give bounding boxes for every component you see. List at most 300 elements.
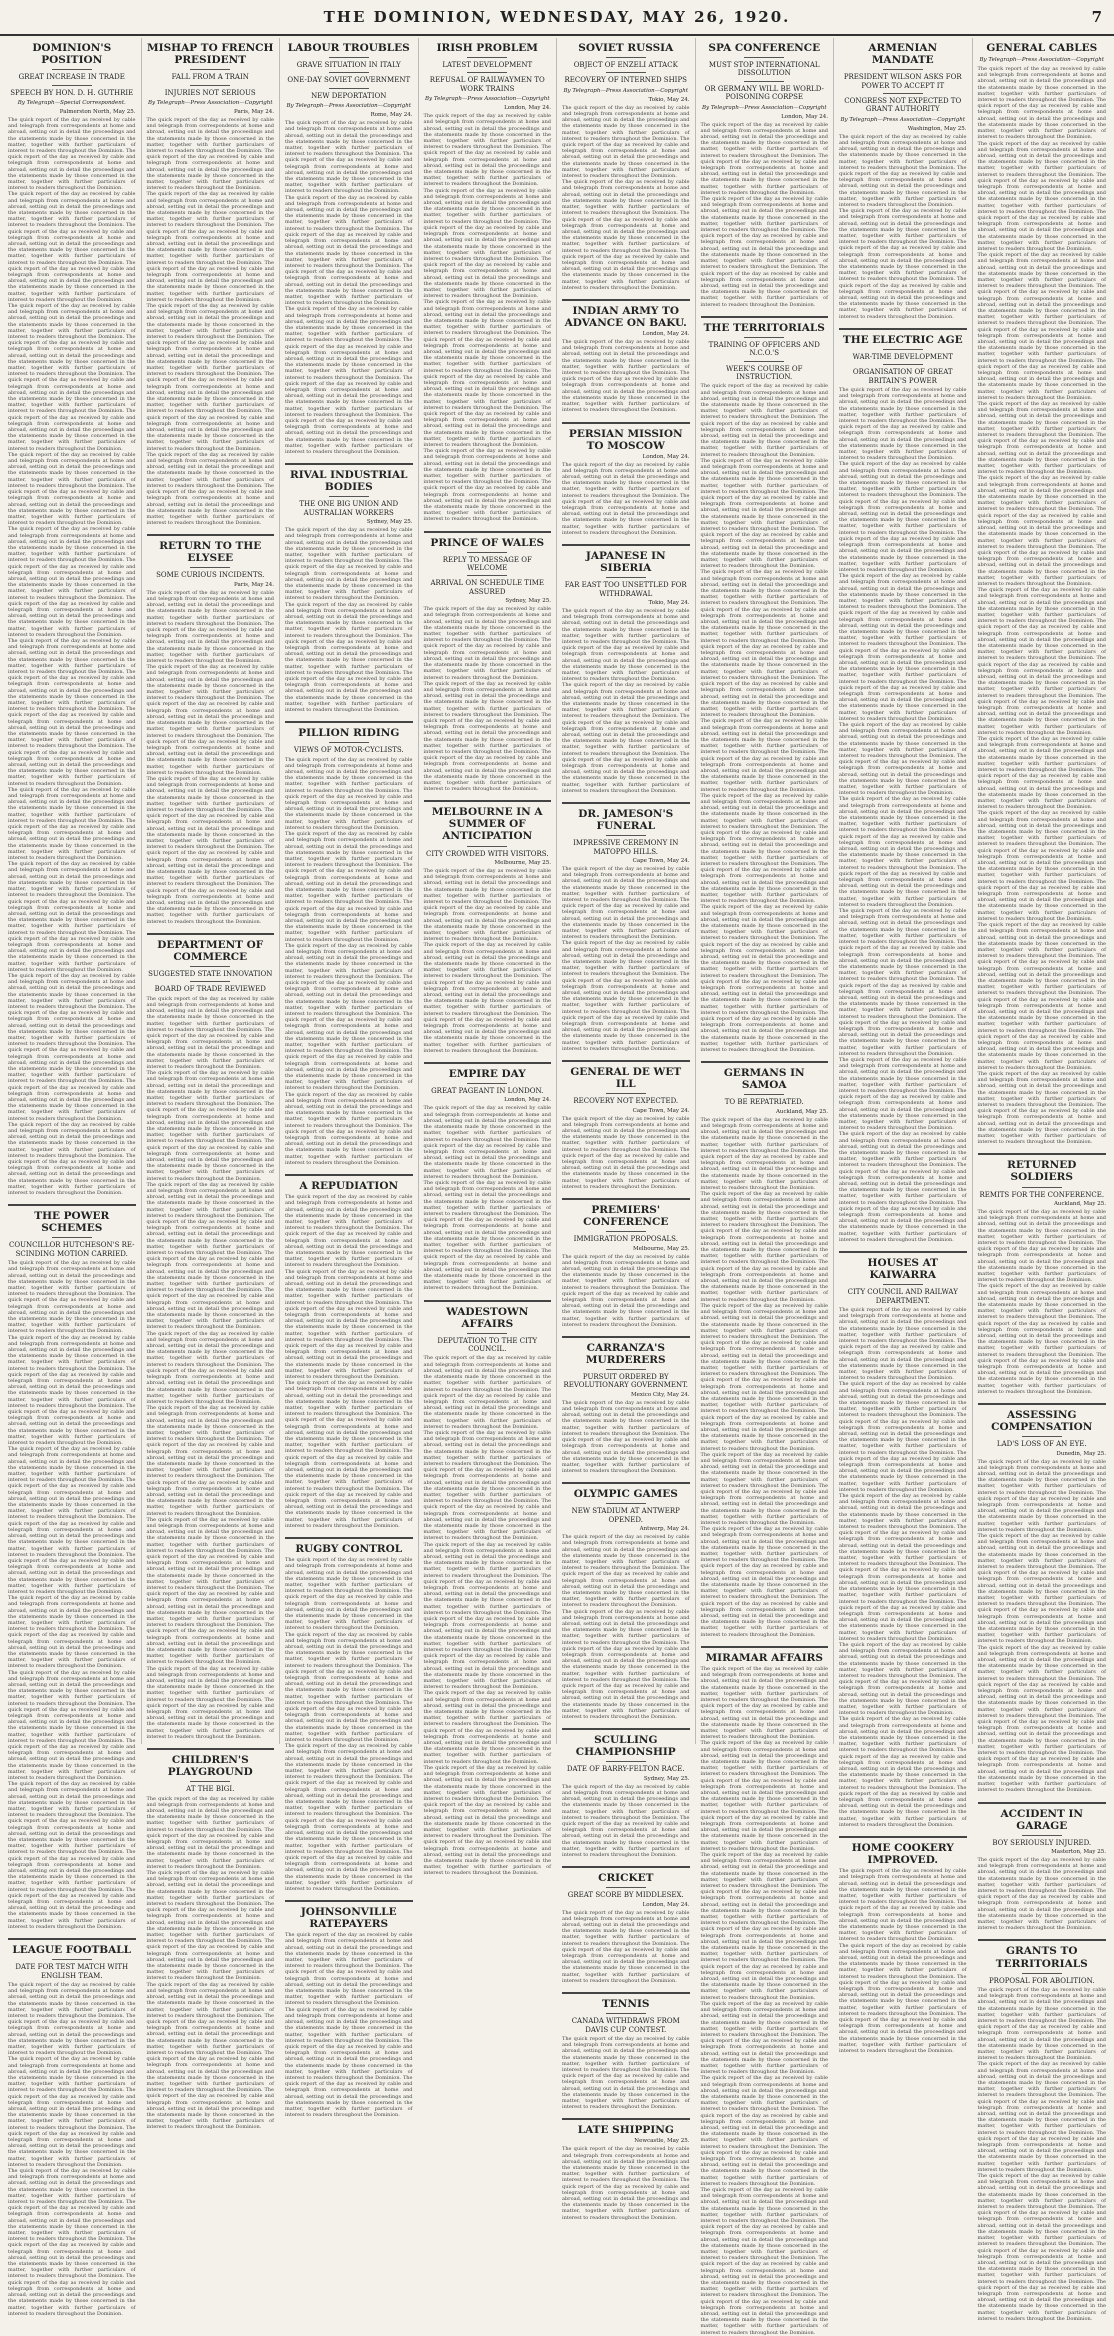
article-body: The quick report of the day as received by cable and telegraph from correspondents at home and abroad, setting out in detail the proceedings and the statements made by those concerned in the matter, together with further particulars of interest to readers throughout the Dominion. The quick report of the day as received by cable and telegraph from correspondents at home and abroad, setting out in detail the proceedings and the statements made by those concerned in the matter, together with further particulars of interest to readers throughout the Dominion.: [977, 66, 1106, 141]
article-credit: By Telegraph—Press Association—Copyright: [701, 104, 827, 111]
article-body: The quick report of the day as received by cable and telegraph from correspondents at home and abroad, setting out in detail the proceedings and the statements made by those concerned in the matter, together with further particulars of interest to readers throughout the Dominion. The quick report of the day as received by cable and telegraph from correspondents at home and abroad, setting out in detail the proceedings and the statements made by those concerned in the matter, together with further particulars of interest to readers throughout the Dominion.: [700, 1116, 828, 1192]
headline-rule: [329, 72, 369, 73]
article: [562, 802, 690, 1052]
article: [562, 299, 690, 414]
article-body: The quick report of the day as received by cable and telegraph from correspondents at home and abroad, setting out in detail the proceedings and the statements made by those concerned in the matter, together with further particulars of interest to readers throughout the Dominion. The quick report of the day as received by cable and telegraph from correspondents at home and abroad, setting out in detail the proceedings and the statements made by those concerned in the matter, together with further particulars of interest to readers throughout the Dominion.: [8, 1981, 136, 2057]
article-body: The quick report of the day as received by cable and telegraph from correspondents at home and abroad, setting out in detail the proceedings and the statements made by those concerned in the matter, together with further particulars of interest to readers throughout the Dominion. The quick report of the day as received by cable and telegraph from correspondents at home and abroad, setting out in detail the proceedings and the statements made by those concerned in the matter, together with further particulars of interest to readers throughout the Dominion. The quick report of the day as received by cable and telegraph from correspondents at home and abroad, setting out in detail the proceedings and the statements made by those concerned in the matter, together with further particulars of interest to readers throughout the Dominion.: [839, 208, 967, 320]
article-dateline: London, May 24.: [504, 105, 551, 112]
article-dateline: Sydney, May 25.: [643, 1775, 690, 1782]
article: [701, 1646, 829, 2336]
article-divider: [147, 933, 275, 935]
article-headline: RETURN TO THE ELYSEE: [159, 540, 262, 565]
article-divider: [562, 1482, 690, 1484]
article-body: The quick report of the day as received by cable and telegraph from correspondents at home and abroad, setting out in detail the proceedings and the statements made by those concerned in the matter, together with further particulars of interest to readers throughout the Dominion. The quick report of the day as received by cable and telegraph from correspondents at home and abroad, setting out in detail the proceedings and the statements made by those concerned in the matter, together with further particulars of interest to readers throughout the Dominion.: [562, 1253, 690, 1328]
article-body: The quick report of the day as received by cable and telegraph from correspondents at home and abroad, setting out in detail the proceedings and the statements made by those concerned in the matter, together with further particulars of interest to readers throughout the Dominion. The quick report of the day as received by cable and telegraph from correspondents at home and abroad, setting out in detail the proceedings and the statements made by those concerned in the matter, together with further particulars of interest to readers throughout the Dominion.: [146, 116, 274, 192]
article-divider: [701, 316, 829, 318]
article-body: The quick report of the day as received by cable and telegraph from correspondents at home and abroad, setting out in detail the proceedings and the statements made by those concerned in the matter, together with further particulars of interest to readers throughout the Dominion. The quick report of the day as received by cable and telegraph from correspondents at home and abroad, setting out in detail the proceedings and the statements made by those concerned in the matter, together with further particulars of interest to readers throughout the Dominion.: [423, 113, 551, 188]
article-body: The quick report of the day as received by cable and telegraph from correspondents at home and abroad, setting out in detail the proceedings and the statements made by those concerned in the matter, together with further particulars of interest to readers throughout the Dominion. The quick report of the day as received by cable and telegraph from correspondents at home and abroad, setting out in detail the proceedings and the statements made by those concerned in the matter, together with further particulars of interest to readers throughout the Dominion. The quick report of the day as received by cable and telegraph from correspondents at home and abroad, setting out in detail the proceedings and the statements made by those concerned in the matter, together with further particulars of interest to readers throughout the Dominion.: [700, 1740, 828, 1852]
article-body: The quick report of the day as received by cable and telegraph from correspondents at home and abroad, setting out in detail the proceedings and the statements made by those concerned in the matter, together with further particulars of interest to readers throughout the Dominion. The quick report of the day as received by cable and telegraph from correspondents at home and abroad, setting out in detail the proceedings and the statements made by those concerned in the matter, together with further particulars of interest to readers throughout the Dominion.: [839, 1306, 967, 1382]
article: [285, 1900, 413, 2118]
article-subheadline: INJURIES NOT SERIOUS: [164, 88, 256, 97]
article: [839, 42, 967, 320]
article-subheadline: REPLY TO MESSAGE OF WELCOME: [442, 555, 532, 573]
article-subheadline: NEW STADIUM AT ANTWERP OPENED.: [571, 1507, 680, 1524]
article-divider: [701, 1646, 829, 1648]
article-body: The quick report of the day as received by cable and telegraph from correspondents at home and abroad, setting out in detail the proceedings and the statements made by those concerned in the matter, together with further particulars of interest to readers throughout the Dominion. The quick report of the day as received by cable and telegraph from correspondents at home and abroad, setting out in detail the proceedings and the statements made by those concerned in the matter, together with further particulars of interest to readers throughout the Dominion. The quick report of the day as received by cable and telegraph from correspondents at home and abroad, setting out in detail the proceedings and the statements made by those concerned in the matter, together with further particulars of interest to readers throughout the Dominion.: [977, 475, 1106, 587]
article-divider: [285, 721, 413, 723]
article-headline: CARRANZA'S MURDERERS: [585, 1341, 666, 1367]
article-body: The quick report of the day as received by cable and telegraph from correspondents at home and abroad, setting out in detail the proceedings and the statements made by those concerned in the matter, together with further particulars of interest to readers throughout the Dominion. The quick report of the day as received by cable and telegraph from correspondents at home and abroad, setting out in detail the proceedings and the statements made by those concerned in the matter, together with further particulars of interest to readers throughout the Dominion. The quick report of the day as received by cable and telegraph from correspondents at home and abroad, setting out in detail the proceedings and the statements made by those concerned in the matter, together with further particulars of interest to readers throughout the Dominion. The quick report of the day as received by cable and telegraph from correspondents at home and abroad, setting out in detail the proceedings and the statements made by those concerned in the matter, together with further particulars of interest to readers throughout the Dominion.: [977, 2173, 1106, 2322]
article-subheadline: SUGGESTED STATE INNOVATION: [148, 969, 273, 978]
article-divider: [285, 463, 413, 465]
article-body: The quick report of the day as received by cable and telegraph from correspondents at home and abroad, setting out in detail the proceedings and the statements made by those concerned in the matter, together with further particulars of interest to readers throughout the Dominion. The quick report of the day as received by cable and telegraph from correspondents at home and abroad, setting out in detail the proceedings and the statements made by those concerned in the matter, together with further particulars of interest to readers throughout the Dominion. The quick report of the day as received by cable and telegraph from correspondents at home and abroad, setting out in detail the proceedings and the statements made by those concerned in the matter, together with further particulars of interest to readers throughout the Dominion. The quick report of the day as received by cable and telegraph from correspondents at home and abroad, setting out in detail the proceedings and the statements made by those concerned in the matter, together with further particulars of interest to readers throughout the Dominion.: [285, 306, 413, 455]
article-divider: [424, 1062, 552, 1064]
article-body: The quick report of the day as received by cable and telegraph from correspondents at home and abroad, setting out in detail the proceedings and the statements made by those concerned in the matter, together with further particulars of interest to readers throughout the Dominion. The quick report of the day as received by cable and telegraph from correspondents at home and abroad, setting out in detail the proceedings and the statements made by those concerned in the matter, together with further particulars of interest to readers throughout the Dominion.: [146, 1330, 274, 1405]
article-body: The quick report of the day as received by cable and telegraph from correspondents at home and abroad, setting out in detail the proceedings and the statements made by those concerned in the matter, together with further particulars of interest to readers throughout the Dominion. The quick report of the day as received by cable and telegraph from correspondents at home and abroad, setting out in detail the proceedings and the statements made by those concerned in the matter, together with further particulars of interest to readers throughout the Dominion.: [8, 451, 136, 527]
article-divider: [562, 802, 690, 804]
article: [978, 1403, 1107, 1793]
article: [562, 1866, 690, 1984]
article-body: The quick report of the day as received by cable and telegraph from correspondents at home and abroad, setting out in detail the proceedings and the statements made by those concerned in the matter, together with further particulars of interest to readers throughout the Dominion. The quick report of the day as received by cable and telegraph from correspondents at home and abroad, setting out in detail the proceedings and the statements made by those concerned in the matter, together with further particulars of interest to readers throughout the Dominion.: [700, 718, 828, 793]
article-subheadline: IMPRESSIVE CEREMONY IN MATOPPO HILLS.: [573, 839, 679, 856]
article-divider: [562, 544, 690, 546]
article-body: The quick report of the day as received by cable and telegraph from correspondents at home and abroad, setting out in detail the proceedings and the statements made by those concerned in the matter, together with further particulars of interest to readers throughout the Dominion. The quick report of the day as received by cable and telegraph from correspondents at home and abroad, setting out in detail the proceedings and the statements made by those concerned in the matter, together with further particulars of interest to readers throughout the Dominion. The quick report of the day as received by cable and telegraph from correspondents at home and abroad, setting out in detail the proceedings and the statements made by those concerned in the matter, together with further particulars of interest to readers throughout the Dominion.: [977, 810, 1106, 922]
article: [8, 1204, 136, 1930]
article-subheadline: IMMIGRATION PROPOSALS.: [573, 1235, 678, 1244]
headline-rule: [52, 1237, 92, 1238]
article-body: The quick report of the day as received by cable and telegraph from correspondents at home and abroad, setting out in detail the proceedings and the statements made by those concerned in the matter, together with further particulars of interest to readers throughout the Dominion. The quick report of the day as received by cable and telegraph from correspondents at home and abroad, setting out in detail the proceedings and the statements made by those concerned in the matter, together with further particulars of interest to readers throughout the Dominion. The quick report of the day as received by cable and telegraph from correspondents at home and abroad, setting out in detail the proceedings and the statements made by those concerned in the matter, together with further particulars of interest to readers throughout the Dominion. The quick report of the day as received by cable and telegraph from correspondents at home and abroad, setting out in detail the proceedings and the statements made by those concerned in the matter, together with further particulars of interest to readers throughout the Dominion.: [285, 1743, 413, 1892]
headline-rule: [190, 966, 230, 967]
article-body: The quick report of the day as received by cable and telegraph from correspondents at home and abroad, setting out in detail the proceedings and the statements made by those concerned in the matter, together with further particulars of interest to readers throughout the Dominion. The quick report of the day as received by cable and telegraph from correspondents at home and abroad, setting out in detail the proceedings and the statements made by those concerned in the matter, together with further particulars of interest to readers throughout the Dominion.: [562, 1534, 690, 1609]
article-body: The quick report of the day as received by cable and telegraph from correspondents at home and abroad, setting out in detail the proceedings and the statements made by those concerned in the matter, together with further particulars of interest to readers throughout the Dominion. The quick report of the day as received by cable and telegraph from correspondents at home and abroad, setting out in detail the proceedings and the statements made by those concerned in the matter, together with further particulars of interest to readers throughout the Dominion. The quick report of the day as received by cable and telegraph from correspondents at home and abroad, setting out in detail the proceedings and the statements made by those concerned in the matter, together with further particulars of interest to readers throughout the Dominion.: [700, 1526, 828, 1638]
article-body: The quick report of the day as received by cable and telegraph from correspondents at home and abroad, setting out in detail the proceedings and the statements made by those concerned in the matter, together with further particulars of interest to readers throughout the Dominion. The quick report of the day as received by cable and telegraph from correspondents at home and abroad, setting out in detail the proceedings and the statements made by those concerned in the matter, together with further particulars of interest to readers throughout the Dominion. The quick report of the day as received by cable and telegraph from correspondents at home and abroad, setting out in detail the proceedings and the statements made by those concerned in the matter, together with further particulars of interest to readers throughout the Dominion. The quick report of the day as received by cable and telegraph from correspondents at home and abroad, setting out in detail the proceedings and the statements made by those concerned in the matter, together with further particulars of interest to readers throughout the Dominion.: [146, 1981, 274, 2131]
column-7: [834, 38, 973, 2055]
article-dateline: Tokio, May 24.: [648, 599, 690, 606]
article: [978, 1939, 1107, 2321]
article-body: The quick report of the day as received by cable and telegraph from correspondents at home and abroad, setting out in detail the proceedings and the statements made by those concerned in the matter, together with further particulars of interest to readers throughout the Dominion. The quick report of the day as received by cable and telegraph from correspondents at home and abroad, setting out in detail the proceedings and the statements made by those concerned in the matter, together with further particulars of interest to readers throughout the Dominion. The quick report of the day as received by cable and telegraph from correspondents at home and abroad, setting out in detail the proceedings and the statements made by those concerned in the matter, together with further particulars of interest to readers throughout the Dominion. The quick report of the day as received by cable and telegraph from correspondents at home and abroad, setting out in detail the proceedings and the statements made by those concerned in the matter, together with further particulars of interest to readers throughout the Dominion.: [977, 1644, 1106, 1794]
article-subheadline: FALL FROM A TRAIN: [171, 73, 249, 82]
article: [562, 1992, 690, 2110]
article-dateline: Washington, May 25.: [907, 125, 967, 132]
article: [701, 316, 829, 1054]
article-dateline: London, May 24.: [642, 453, 690, 460]
article-divider: [562, 1198, 690, 1200]
article-subheadline: SPEECH BY HON. D. H. GUTHRIE: [10, 88, 134, 97]
article: [562, 42, 690, 291]
article-body: The quick report of the day as received by cable and telegraph from correspondents at home and abroad, setting out in detail the proceedings and the statements made by those concerned in the matter, together with further particulars of interest to readers throughout the Dominion. The quick report of the day as received by cable and telegraph from correspondents at home and abroad, setting out in detail the proceedings and the statements made by those concerned in the matter, together with further particulars of interest to readers throughout the Dominion. The quick report of the day as received by cable and telegraph from correspondents at home and abroad, setting out in detail the proceedings and the statements made by those concerned in the matter, together with further particulars of interest to readers throughout the Dominion.: [839, 1942, 967, 2055]
article-dateline: Mexico City, May 24.: [631, 1391, 690, 1398]
headline-rule: [606, 835, 646, 836]
headline-rule: [606, 1887, 646, 1888]
article-body: The quick report of the day as received by cable and telegraph from correspondents at home and abroad, setting out in detail the proceedings and the statements made by those concerned in the matter, together with further particulars of interest to readers throughout the Dominion. The quick report of the day as received by cable and telegraph from correspondents at home and abroad, setting out in detail the proceedings and the statements made by those concerned in the matter, together with further particulars of interest to readers throughout the Dominion.: [423, 1105, 551, 1180]
article-body: The quick report of the day as received by cable and telegraph from correspondents at home and abroad, setting out in detail the proceedings and the statements made by those concerned in the matter, together with further particulars of interest to readers throughout the Dominion. The quick report of the day as received by cable and telegraph from correspondents at home and abroad, setting out in detail the proceedings and the statements made by those concerned in the matter, together with further particulars of interest to readers throughout the Dominion.: [146, 451, 274, 527]
article-body: The quick report of the day as received by cable and telegraph from correspondents at home and abroad, setting out in detail the proceedings and the statements made by those concerned in the matter, together with further particulars of interest to readers throughout the Dominion. The quick report of the day as received by cable and telegraph from correspondents at home and abroad, setting out in detail the proceedings and the statements made by those concerned in the matter, together with further particulars of interest to readers throughout the Dominion.: [562, 1909, 690, 1984]
article: [424, 1062, 552, 1292]
headline-rule: [606, 1093, 646, 1094]
headline-rule: [883, 1284, 923, 1285]
article-divider: [147, 1748, 275, 1750]
article-body: The quick report of the day as received by cable and telegraph from correspondents at home and abroad, setting out in detail the proceedings and the statements made by those concerned in the matter, together with further particulars of interest to readers throughout the Dominion. The quick report of the day as received by cable and telegraph from correspondents at home and abroad, setting out in detail the proceedings and the statements made by those concerned in the matter, together with further particulars of interest to readers throughout the Dominion. The quick report of the day as received by cable and telegraph from correspondents at home and abroad, setting out in detail the proceedings and the statements made by those concerned in the matter, together with further particulars of interest to readers throughout the Dominion.: [146, 1070, 274, 1182]
article: [562, 1728, 690, 1858]
article-headline: RUGBY CONTROL: [295, 1543, 403, 1556]
article-body: The quick report of the day as received by cable and telegraph from correspondents at home and abroad, setting out in detail the proceedings and the statements made by those concerned in the matter, together with further particulars of interest to readers throughout the Dominion. The quick report of the day as received by cable and telegraph from correspondents at home and abroad, setting out in detail the proceedings and the statements made by those concerned in the matter, together with further particulars of interest to readers throughout the Dominion.: [146, 1665, 274, 1740]
article-dateline: Rome, May 24.: [370, 112, 413, 119]
article-subheadline: PRESIDENT WILSON ASKS FOR POWER TO ACCEPT IT: [843, 73, 962, 90]
article-dateline: Masterton, May 25.: [1051, 1849, 1106, 1856]
article-divider: [701, 1061, 829, 1063]
article-headline: CRICKET: [598, 1872, 654, 1885]
article-divider: [562, 422, 690, 424]
article-subheadline: GREAT INCREASE IN TRADE: [18, 73, 125, 82]
article-body: The quick report of the day as received by cable and telegraph from correspondents at home and abroad, setting out in detail the proceedings and the statements made by those concerned in the matter, together with further particulars of interest to readers throughout the Dominion. The quick report of the day as received by cable and telegraph from correspondents at home and abroad, setting out in detail the proceedings and the statements made by those concerned in the matter, together with further particulars of interest to readers throughout the Dominion. The quick report of the day as received by cable and telegraph from correspondents at home and abroad, setting out in detail the proceedings and the statements made by those concerned in the matter, together with further particulars of interest to readers throughout the Dominion. The quick report of the day as received by cable and telegraph from correspondents at home and abroad, setting out in detail the proceedings and the statements made by those concerned in the matter, together with further particulars of interest to readers throughout the Dominion.: [700, 1852, 828, 2001]
article-headline: RETURNED SOLDIERS: [1007, 1159, 1077, 1184]
article-body: The quick report of the day as received by cable and telegraph from correspondents at home and abroad, setting out in detail the proceedings and the statements made by those concerned in the matter, together with further particulars of interest to readers throughout the Dominion. The quick report of the day as received by cable and telegraph from correspondents at home and abroad, setting out in detail the proceedings and the statements made by those concerned in the matter, together with further particulars of interest to readers throughout the Dominion.: [562, 104, 690, 180]
article-body: The quick report of the day as received by cable and telegraph from correspondents at home and abroad, setting out in detail the proceedings and the statements made by those concerned in the matter, together with further particulars of interest to readers throughout the Dominion. The quick report of the day as received by cable and telegraph from correspondents at home and abroad, setting out in detail the proceedings and the statements made by those concerned in the matter, together with further particulars of interest to readers throughout the Dominion. The quick report of the day as received by cable and telegraph from correspondents at home and abroad, setting out in detail the proceedings and the statements made by those concerned in the matter, together with further particulars of interest to readers throughout the Dominion.: [700, 457, 828, 570]
article-subheadline: FAR EAST TOO UNSETTLED FOR WITHDRAWAL: [564, 581, 687, 598]
article-body: The quick report of the day as received by cable and telegraph from correspondents at home and abroad, setting out in detail the proceedings and the statements made by those concerned in the matter, together with further particulars of interest to readers throughout the Dominion. The quick report of the day as received by cable and telegraph from correspondents at home and abroad, setting out in detail the proceedings and the statements made by those concerned in the matter, together with further particulars of interest to readers throughout the Dominion. The quick report of the day as received by cable and telegraph from correspondents at home and abroad, setting out in detail the proceedings and the statements made by those concerned in the matter, together with further particulars of interest to readers throughout the Dominion.: [562, 940, 690, 1052]
article-body: The quick report of the day as received by cable and telegraph from correspondents at home and abroad, setting out in detail the proceedings and the statements made by those concerned in the matter, together with further particulars of interest to readers throughout the Dominion. The quick report of the day as received by cable and telegraph from correspondents at home and abroad, setting out in detail the proceedings and the statements made by those concerned in the matter, together with further particulars of interest to readers throughout the Dominion. The quick report of the day as received by cable and telegraph from correspondents at home and abroad, setting out in detail the proceedings and the statements made by those concerned in the matter, together with further particulars of interest to readers throughout the Dominion. The quick report of the day as received by cable and telegraph from correspondents at home and abroad, setting out in detail the proceedings and the statements made by those concerned in the matter, together with further particulars of interest to readers throughout the Dominion.: [977, 922, 1106, 1071]
article: [562, 544, 690, 794]
article-divider: [562, 299, 690, 301]
article-body: The quick report of the day as received by cable and telegraph from correspondents at home and abroad, setting out in detail the proceedings and the statements made by those concerned in the matter, together with further particulars of interest to readers throughout the Dominion. The quick report of the day as received by cable and telegraph from correspondents at home and abroad, setting out in detail the proceedings and the statements made by those concerned in the matter, together with further particulars of interest to readers throughout the Dominion. The quick report of the day as received by cable and telegraph from correspondents at home and abroad, setting out in detail the proceedings and the statements made by those concerned in the matter, together with further particulars of interest to readers throughout the Dominion.: [8, 191, 136, 303]
article-body: The quick report of the day as received by cable and telegraph from correspondents at home and abroad, setting out in detail the proceedings and the statements made by those concerned in the matter, together with further particulars of interest to readers throughout the Dominion. The quick report of the day as received by cable and telegraph from correspondents at home and abroad, setting out in detail the proceedings and the statements made by those concerned in the matter, together with further particulars of interest to readers throughout the Dominion.: [977, 1458, 1106, 1533]
article-subheadline: BOY SERIOUSLY INJURED.: [992, 1838, 1092, 1847]
masthead: [0, 0, 1114, 36]
article-body: The quick report of the day as received by cable and telegraph from correspondents at home and abroad, setting out in detail the proceedings and the statements made by those concerned in the matter, together with further particulars of interest to readers throughout the Dominion. The quick report of the day as received by cable and telegraph from correspondents at home and abroad, setting out in detail the proceedings and the statements made by those concerned in the matter, together with further particulars of interest to readers throughout the Dominion. The quick report of the day as received by cable and telegraph from correspondents at home and abroad, setting out in detail the proceedings and the statements made by those concerned in the matter, together with further particulars of interest to readers throughout the Dominion. The quick report of the day as received by cable and telegraph from correspondents at home and abroad, setting out in detail the proceedings and the statements made by those concerned in the matter, together with further particulars of interest to readers throughout the Dominion.: [8, 2168, 136, 2317]
article-body: The quick report of the day as received by cable and telegraph from correspondents at home and abroad, setting out in detail the proceedings and the statements made by those concerned in the matter, together with further particulars of interest to readers throughout the Dominion. The quick report of the day as received by cable and telegraph from correspondents at home and abroad, setting out in detail the proceedings and the statements made by those concerned in the matter, together with further particulars of interest to readers throughout the Dominion. The quick report of the day as received by cable and telegraph from correspondents at home and abroad, setting out in detail the proceedings and the statements made by those concerned in the matter, together with further particulars of interest to readers throughout the Dominion. The quick report of the day as received by cable and telegraph from correspondents at home and abroad, setting out in detail the proceedings and the statements made by those concerned in the matter, together with further particulars of interest to readers throughout the Dominion.: [285, 942, 413, 1092]
article-body: The quick report of the day as received by cable and telegraph from correspondents at home and abroad, setting out in detail the proceedings and the statements made by those concerned in the matter, together with further particulars of interest to readers throughout the Dominion. The quick report of the day as received by cable and telegraph from correspondents at home and abroad, setting out in detail the proceedings and the statements made by those concerned in the matter, together with further particulars of interest to readers throughout the Dominion. The quick report of the day as received by cable and telegraph from correspondents at home and abroad, setting out in detail the proceedings and the statements made by those concerned in the matter, together with further particulars of interest to readers throughout the Dominion.: [146, 191, 274, 303]
article-body: The quick report of the day as received by cable and telegraph from correspondents at home and abroad, setting out in detail the proceedings and the statements made by those concerned in the matter, together with further particulars of interest to readers throughout the Dominion. The quick report of the day as received by cable and telegraph from correspondents at home and abroad, setting out in detail the proceedings and the statements made by those concerned in the matter, together with further particulars of interest to readers throughout the Dominion.: [8, 786, 136, 862]
article: [562, 1198, 690, 1328]
article-subheadline: LAD'S LOSS OF AN EYE.: [996, 1440, 1087, 1449]
headline-rule: [329, 88, 369, 89]
article: [147, 534, 275, 924]
headline-rule: [52, 69, 92, 70]
article-body: The quick report of the day as received by cable and telegraph from correspondents at home and abroad, setting out in detail the proceedings and the statements made by those concerned in the matter, together with further particulars of interest to readers throughout the Dominion. The quick report of the day as received by cable and telegraph from correspondents at home and abroad, setting out in detail the proceedings and the statements made by those concerned in the matter, together with further particulars of interest to readers throughout the Dominion. The quick report of the day as received by cable and telegraph from correspondents at home and abroad, setting out in detail the proceedings and the statements made by those concerned in the matter, together with further particulars of interest to readers throughout the Dominion.: [562, 179, 690, 291]
article: [562, 1336, 690, 1474]
page-number: 7: [1091, 8, 1102, 26]
article-body: The quick report of the day as received by cable and telegraph from correspondents at home and abroad, setting out in detail the proceedings and the statements made by those concerned in the matter, together with further particulars of interest to readers throughout the Dominion. The quick report of the day as received by cable and telegraph from correspondents at home and abroad, setting out in detail the proceedings and the statements made by those concerned in the matter, together with further particulars of interest to readers throughout the Dominion.: [8, 1260, 136, 1335]
article-body: The quick report of the day as received by cable and telegraph from correspondents at home and abroad, setting out in detail the proceedings and the statements made by those concerned in the matter, together with further particulars of interest to readers throughout the Dominion. The quick report of the day as received by cable and telegraph from correspondents at home and abroad, setting out in detail the proceedings and the statements made by those concerned in the matter, together with further particulars of interest to readers throughout the Dominion. The quick report of the day as received by cable and telegraph from correspondents at home and abroad, setting out in detail the proceedings and the statements made by those concerned in the matter, together with further particulars of interest to readers throughout the Dominion. The quick report of the day as received by cable and telegraph from correspondents at home and abroad, setting out in detail the proceedings and the statements made by those concerned in the matter, together with further particulars of interest to readers throughout the Dominion.: [8, 1781, 136, 1930]
headline-rule: [190, 981, 230, 982]
article-headline: THE POWER SCHEMES: [34, 1210, 110, 1235]
article-body: The quick report of the day as received by cable and telegraph from correspondents at home and abroad, setting out in detail the proceedings and the statements made by those concerned in the matter, together with further particulars of interest to readers throughout the Dominion. The quick report of the day as received by cable and telegraph from correspondents at home and abroad, setting out in detail the proceedings and the statements made by those concerned in the matter, together with further particulars of interest to readers throughout the Dominion. The quick report of the day as received by cable and telegraph from correspondents at home and abroad, setting out in detail the proceedings and the statements made by those concerned in the matter, together with further particulars of interest to readers throughout the Dominion.: [423, 1429, 551, 1542]
headline-rule: [467, 1333, 507, 1334]
article-body: The quick report of the day as received by cable and telegraph from correspondents at home and abroad, setting out in detail the proceedings and the statements made by those concerned in the matter, together with further particulars of interest to readers throughout the Dominion. The quick report of the day as received by cable and telegraph from correspondents at home and abroad, setting out in detail the proceedings and the statements made by those concerned in the matter, together with further particulars of interest to readers throughout the Dominion. The quick report of the day as received by cable and telegraph from correspondents at home and abroad, setting out in detail the proceedings and the statements made by those concerned in the matter, together with further particulars of interest to readers throughout the Dominion.: [146, 1405, 274, 1517]
article-headline: ASSESSING COMPENSATION: [991, 1409, 1093, 1434]
article-body: The quick report of the day as received by cable and telegraph from correspondents at home and abroad, setting out in detail the proceedings and the statements made by those concerned in the matter, together with further particulars of interest to readers throughout the Dominion. The quick report of the day as received by cable and telegraph from correspondents at home and abroad, setting out in detail the proceedings and the statements made by those concerned in the matter, together with further particulars of interest to readers throughout the Dominion. The quick report of the day as received by cable and telegraph from correspondents at home and abroad, setting out in detail the proceedings and the statements made by those concerned in the matter, together with further particulars of interest to readers throughout the Dominion.: [285, 831, 413, 943]
article-subheadline: AT THE BIGI.: [186, 1785, 235, 1794]
article-body: The quick report of the day as received by cable and telegraph from correspondents at home and abroad, setting out in detail the proceedings and the statements made by those concerned in the matter, together with further particulars of interest to readers throughout the Dominion. The quick report of the day as received by cable and telegraph from correspondents at home and abroad, setting out in detail the proceedings and the statements made by those concerned in the matter, together with further particulars of interest to readers throughout the Dominion. The quick report of the day as received by cable and telegraph from correspondents at home and abroad, setting out in detail the proceedings and the statements made by those concerned in the matter, together with further particulars of interest to readers throughout the Dominion. The quick report of the day as received by cable and telegraph from correspondents at home and abroad, setting out in detail the proceedings and the statements made by those concerned in the matter, together with further particulars of interest to readers throughout the Dominion.: [423, 1541, 551, 1691]
article-headline: CHILDREN'S PLAYGROUND: [167, 1754, 253, 1779]
article-body: The quick report of the day as received by cable and telegraph from correspondents at home and abroad, setting out in detail the proceedings and the statements made by those concerned in the matter, together with further particulars of interest to readers throughout the Dominion. The quick report of the day as received by cable and telegraph from correspondents at home and abroad, setting out in detail the proceedings and the statements made by those concerned in the matter, together with further particulars of interest to readers throughout the Dominion.: [562, 461, 690, 536]
article-headline: A REPUDIATION: [299, 1180, 399, 1193]
article-body: The quick report of the day as received by cable and telegraph from correspondents at home and abroad, setting out in detail the proceedings and the statements made by those concerned in the matter, together with further particulars of interest to readers throughout the Dominion. The quick report of the day as received by cable and telegraph from correspondents at home and abroad, setting out in detail the proceedings and the statements made by those concerned in the matter, together with further particulars of interest to readers throughout the Dominion. The quick report of the day as received by cable and telegraph from correspondents at home and abroad, setting out in detail the proceedings and the statements made by those concerned in the matter, together with further particulars of interest to readers throughout the Dominion.: [8, 1334, 136, 1447]
article-dateline: Melbourne, May 25.: [633, 1245, 690, 1252]
article-headline: THE ELECTRIC AGE: [842, 333, 963, 346]
article-subheadline: MUST STOP INTERNATIONAL DISSOLUTION: [708, 61, 820, 78]
article-divider: [978, 1939, 1107, 1941]
headline-rule: [329, 57, 369, 58]
article-subheadline: PURSUIT ORDERED BY REVOLUTIONARY GOVERNMENT.: [563, 1373, 688, 1390]
article-body: The quick report of the day as received by cable and telegraph from correspondents at home and abroad, setting out in detail the proceedings and the statements made by those concerned in the matter, together with further particulars of interest to readers throughout the Dominion. The quick report of the day as received by cable and telegraph from correspondents at home and abroad, setting out in detail the proceedings and the statements made by those concerned in the matter, together with further particulars of interest to readers throughout the Dominion.: [839, 133, 967, 208]
article-dateline: Tokio, May 24.: [648, 96, 690, 103]
article-divider: [839, 1251, 967, 1253]
article-dateline: Paris, May 24.: [234, 581, 274, 588]
article: [147, 42, 275, 526]
article-headline: HOME COOKERY IMPROVED.: [851, 1842, 954, 1867]
article-body: The quick report of the day as received by cable and telegraph from correspondents at home and abroad, setting out in detail the proceedings and the statements made by those concerned in the matter, together with further particulars of interest to readers throughout the Dominion. The quick report of the day as received by cable and telegraph from correspondents at home and abroad, setting out in detail the proceedings and the statements made by those concerned in the matter, together with further particulars of interest to readers throughout the Dominion.: [285, 527, 413, 602]
article-headline: SCULLING CHAMPIONSHIP: [575, 1734, 676, 1759]
article-dateline: Newcastle, May 25.: [634, 2138, 690, 2145]
headline-rule: [329, 496, 369, 497]
article-headline: PRINCE OF WALES: [430, 536, 545, 549]
headline-rule: [744, 1094, 784, 1095]
article-body: The quick report of the day as received by cable and telegraph from correspondents at home and abroad, setting out in detail the proceedings and the statements made by those concerned in the matter, together with further particulars of interest to readers throughout the Dominion. The quick report of the day as received by cable and telegraph from correspondents at home and abroad, setting out in detail the proceedings and the statements made by those concerned in the matter, together with further particulars of interest to readers throughout the Dominion. The quick report of the day as received by cable and telegraph from correspondents at home and abroad, setting out in detail the proceedings and the statements made by those concerned in the matter, together with further particulars of interest to readers throughout the Dominion.: [839, 796, 967, 908]
article-body: The quick report of the day as received by cable and telegraph from correspondents at home and abroad, setting out in detail the proceedings and the statements made by those concerned in the matter, together with further particulars of interest to readers throughout the Dominion. The quick report of the day as received by cable and telegraph from correspondents at home and abroad, setting out in detail the proceedings and the statements made by those concerned in the matter, together with further particulars of interest to readers throughout the Dominion.: [146, 995, 274, 1070]
article-subheadline: CANADA WITHDRAWS FROM DAVIS CUP CONTEST.: [571, 2017, 680, 2034]
article-body: The quick report of the day as received by cable and telegraph from correspondents at home and abroad, setting out in detail the proceedings and the statements made by those concerned in the matter, together with further particulars of interest to readers throughout the Dominion. The quick report of the day as received by cable and telegraph from correspondents at home and abroad, setting out in detail the proceedings and the statements made by those concerned in the matter, together with further particulars of interest to readers throughout the Dominion. The quick report of the day as received by cable and telegraph from correspondents at home and abroad, setting out in detail the proceedings and the statements made by those concerned in the matter, together with further particulars of interest to readers throughout the Dominion.: [700, 196, 828, 308]
article: [562, 1482, 690, 1720]
article: [147, 933, 275, 1740]
article-subheadline: OBJECT OF ENZELI ATTACK: [573, 61, 678, 70]
article-subheadline: ORGANISATION OF GREAT BRITAIN'S POWER: [852, 368, 953, 385]
article-headline: DR. JAMESON'S FUNERAL: [578, 808, 674, 833]
article-subheadline: TO BE REPATRIATED.: [724, 1098, 804, 1107]
headline-rule: [467, 575, 507, 576]
article-subheadline: OR GERMANY WILL BE WORLD-POISONING CORPSE: [704, 84, 824, 102]
columns-container: [3, 38, 1111, 2336]
article-dateline: Auckland, May 25.: [1053, 1200, 1106, 1207]
headline-rule: [606, 1761, 646, 1762]
article-headline: GENERAL CABLES: [986, 42, 1098, 54]
article-headline: SPA CONFERENCE: [708, 42, 821, 54]
headline-rule: [1022, 1436, 1062, 1437]
article-dateline: Auckland, May 25.: [775, 1108, 828, 1115]
column-2: [142, 38, 281, 2131]
article-body: The quick report of the day as received by cable and telegraph from correspondents at home and abroad, setting out in detail the proceedings and the statements made by those concerned in the matter, together with further particulars of interest to readers throughout the Dominion. The quick report of the day as received by cable and telegraph from correspondents at home and abroad, setting out in detail the proceedings and the statements made by those concerned in the matter, together with further particulars of interest to readers throughout the Dominion.: [8, 1121, 136, 1197]
column-5: [557, 38, 696, 2221]
article-subheadline: DATE OF BARRY-FELTON RACE.: [566, 1765, 685, 1774]
article-body: The quick report of the day as received by cable and telegraph from correspondents at home and abroad, setting out in detail the proceedings and the statements made by those concerned in the matter, together with further particulars of interest to readers throughout the Dominion. The quick report of the day as received by cable and telegraph from correspondents at home and abroad, setting out in detail the proceedings and the statements made by those concerned in the matter, together with further particulars of interest to readers throughout the Dominion. The quick report of the day as received by cable and telegraph from correspondents at home and abroad, setting out in detail the proceedings and the statements made by those concerned in the matter, together with further particulars of interest to readers throughout the Dominion. The quick report of the day as received by cable and telegraph from correspondents at home and abroad, setting out in detail the proceedings and the statements made by those concerned in the matter, together with further particulars of interest to readers throughout the Dominion.: [146, 1181, 274, 1331]
article-subheadline: CITY COUNCIL AND RAILWAY DEPARTMENT.: [847, 1288, 958, 1305]
article-headline: LATE SHIPPING: [577, 2124, 674, 2137]
article-subheadline: DEPUTATION TO THE CITY COUNCIL.: [437, 1336, 538, 1354]
article-headline: IRISH PROBLEM: [436, 42, 538, 54]
headline-rule: [744, 361, 784, 362]
headline-rule: [1022, 1835, 1062, 1836]
article-subheadline: CITY CROWDED WITH VISITORS.: [425, 849, 549, 858]
article-divider: [978, 1403, 1107, 1405]
article-subheadline: SOME CURIOUS INCIDENTS.: [156, 571, 265, 580]
article-divider: [285, 1537, 413, 1539]
article-body: The quick report of the day as received by cable and telegraph from correspondents at home and abroad, setting out in detail the proceedings and the statements made by those concerned in the matter, together with further particulars of interest to readers throughout the Dominion. The quick report of the day as received by cable and telegraph from correspondents at home and abroad, setting out in detail the proceedings and the statements made by those concerned in the matter, together with further particulars of interest to readers throughout the Dominion. The quick report of the day as received by cable and telegraph from correspondents at home and abroad, setting out in detail the proceedings and the statements made by those concerned in the matter, together with further particulars of interest to readers throughout the Dominion. The quick report of the day as received by cable and telegraph from correspondents at home and abroad, setting out in detail the proceedings and the statements made by those concerned in the matter, together with further particulars of interest to readers throughout the Dominion.: [146, 1516, 274, 1666]
article-subheadline: BOARD OF TRADE REVIEWED: [154, 985, 266, 994]
article-headline: GERMANS IN SAMOA: [723, 1067, 805, 1092]
article-subheadline: WEEK'S COURSE OF INSTRUCTION.: [725, 364, 803, 381]
article-body: The quick report of the day as received by cable and telegraph from correspondents at home and abroad, setting out in detail the proceedings and the statements made by those concerned in the matter, together with further particulars of interest to readers throughout the Dominion. The quick report of the day as received by cable and telegraph from correspondents at home and abroad, setting out in detail the proceedings and the statements made by those concerned in the matter, together with further particulars of interest to readers throughout the Dominion.: [977, 1857, 1106, 1932]
article-body: The quick report of the day as received by cable and telegraph from correspondents at home and abroad, setting out in detail the proceedings and the statements made by those concerned in the matter, together with further particulars of interest to readers throughout the Dominion. The quick report of the day as received by cable and telegraph from correspondents at home and abroad, setting out in detail the proceedings and the statements made by those concerned in the matter, together with further particulars of interest to readers throughout the Dominion. The quick report of the day as received by cable and telegraph from correspondents at home and abroad, setting out in detail the proceedings and the statements made by those concerned in the matter, together with further particulars of interest to readers throughout the Dominion.: [285, 1268, 413, 1381]
article-body: The quick report of the day as received by cable and telegraph from correspondents at home and abroad, setting out in detail the proceedings and the statements made by those concerned in the matter, together with further particulars of interest to readers throughout the Dominion. The quick report of the day as received by cable and telegraph from correspondents at home and abroad, setting out in detail the proceedings and the statements made by those concerned in the matter, together with further particulars of interest to readers throughout the Dominion. The quick report of the day as received by cable and telegraph from correspondents at home and abroad, setting out in detail the proceedings and the statements made by those concerned in the matter, together with further particulars of interest to readers throughout the Dominion.: [977, 2061, 1106, 2173]
article-subheadline: VIEWS OF MOTOR-CYCLISTS.: [293, 746, 404, 755]
article-body: The quick report of the day as received by cable and telegraph from correspondents at home and abroad, setting out in detail the proceedings and the statements made by those concerned in the matter, together with further particulars of interest to readers throughout the Dominion. The quick report of the day as received by cable and telegraph from correspondents at home and abroad, setting out in detail the proceedings and the statements made by those concerned in the matter, together with further particulars of interest to readers throughout the Dominion. The quick report of the day as received by cable and telegraph from correspondents at home and abroad, setting out in detail the proceedings and the statements made by those concerned in the matter, together with further particulars of interest to readers throughout the Dominion. The quick report of the day as received by cable and telegraph from correspondents at home and abroad, setting out in detail the proceedings and the statements made by those concerned in the matter, together with further particulars of interest to readers throughout the Dominion.: [8, 303, 136, 452]
article-body: The quick report of the day as received by cable and telegraph from correspondents at home and abroad, setting out in detail the proceedings and the statements made by those concerned in the matter, together with further particulars of interest to readers throughout the Dominion. The quick report of the day as received by cable and telegraph from correspondents at home and abroad, setting out in detail the proceedings and the statements made by those concerned in the matter, together with further particulars of interest to readers throughout the Dominion.: [977, 1986, 1106, 2062]
article-credit: By Telegraph—Press Association—Copyright: [424, 96, 550, 103]
article-subheadline: GREAT SCORE BY MIDDLESEX.: [567, 1891, 684, 1900]
article-divider: [562, 1866, 690, 1868]
article-body: The quick report of the day as received by cable and telegraph from correspondents at home and abroad, setting out in detail the proceedings and the statements made by those concerned in the matter, together with further particulars of interest to readers throughout the Dominion. The quick report of the day as received by cable and telegraph from correspondents at home and abroad, setting out in detail the proceedings and the statements made by those concerned in the matter, together with further particulars of interest to readers throughout the Dominion.: [977, 736, 1106, 811]
article-body: The quick report of the day as received by cable and telegraph from correspondents at home and abroad, setting out in detail the proceedings and the statements made by those concerned in the matter, together with further particulars of interest to readers throughout the Dominion. The quick report of the day as received by cable and telegraph from correspondents at home and abroad, setting out in detail the proceedings and the statements made by those concerned in the matter, together with further particulars of interest to readers throughout the Dominion.: [423, 1690, 551, 1765]
article-credit: By Telegraph—Press Association—Copyright: [286, 103, 412, 110]
article-body: The quick report of the day as received by cable and telegraph from correspondents at home and abroad, setting out in detail the proceedings and the statements made by those concerned in the matter, together with further particulars of interest to readers throughout the Dominion. The quick report of the day as received by cable and telegraph from correspondents at home and abroad, setting out in detail the proceedings and the statements made by those concerned in the matter, together with further particulars of interest to readers throughout the Dominion.: [977, 1070, 1106, 1146]
article-headline: ACCIDENT IN GARAGE: [1000, 1807, 1083, 1832]
article-divider: [562, 1992, 690, 1994]
article-dateline: Cape Town, May 24.: [632, 857, 690, 864]
article-body: The quick report of the day as received by cable and telegraph from correspondents at home and abroad, setting out in detail the proceedings and the statements made by those concerned in the matter, together with further particulars of interest to readers throughout the Dominion. The quick report of the day as received by cable and telegraph from correspondents at home and abroad, setting out in detail the proceedings and the statements made by those concerned in the matter, together with further particulars of interest to readers throughout the Dominion. The quick report of the day as received by cable and telegraph from correspondents at home and abroad, setting out in detail the proceedings and the statements made by those concerned in the matter, together with further particulars of interest to readers throughout the Dominion.: [562, 1608, 690, 1721]
article-divider: [978, 1153, 1107, 1155]
article-body: The quick report of the day as received by cable and telegraph from correspondents at home and abroad, setting out in detail the proceedings and the statements made by those concerned in the matter, together with further particulars of interest to readers throughout the Dominion. The quick report of the day as received by cable and telegraph from correspondents at home and abroad, setting out in detail the proceedings and the statements made by those concerned in the matter, together with further particulars of interest to readers throughout the Dominion. The quick report of the day as received by cable and telegraph from correspondents at home and abroad, setting out in detail the proceedings and the statements made by those concerned in the matter, together with further particulars of interest to readers throughout the Dominion.: [700, 1191, 828, 1303]
article-credit: By Telegraph—Press Association—Copyright: [840, 116, 966, 123]
column-3: [280, 38, 419, 2119]
article-headline: OLYMPIC GAMES: [573, 1488, 678, 1501]
article-body: The quick report of the day as received by cable and telegraph from correspondents at home and abroad, setting out in detail the proceedings and the statements made by those concerned in the matter, together with further particulars of interest to readers throughout the Dominion. The quick report of the day as received by cable and telegraph from correspondents at home and abroad, setting out in detail the proceedings and the statements made by those concerned in the matter, together with further particulars of interest to readers throughout the Dominion.: [8, 116, 136, 192]
article-body: The quick report of the day as received by cable and telegraph from correspondents at home and abroad, setting out in detail the proceedings and the statements made by those concerned in the matter, together with further particulars of interest to readers throughout the Dominion. The quick report of the day as received by cable and telegraph from correspondents at home and abroad, setting out in detail the proceedings and the statements made by those concerned in the matter, together with further particulars of interest to readers throughout the Dominion. The quick report of the day as received by cable and telegraph from correspondents at home and abroad, setting out in detail the proceedings and the statements made by those concerned in the matter, together with further particulars of interest to readers throughout the Dominion.: [423, 187, 551, 300]
article-body: The quick report of the day as received by cable and telegraph from correspondents at home and abroad, setting out in detail the proceedings and the statements made by those concerned in the matter, together with further particulars of interest to readers throughout the Dominion. The quick report of the day as received by cable and telegraph from correspondents at home and abroad, setting out in detail the proceedings and the statements made by those concerned in the matter, together with further particulars of interest to readers throughout the Dominion. The quick report of the day as received by cable and telegraph from correspondents at home and abroad, setting out in detail the proceedings and the statements made by those concerned in the matter, together with further particulars of interest to readers throughout the Dominion. The quick report of the day as received by cable and telegraph from correspondents at home and abroad, setting out in detail the proceedings and the statements made by those concerned in the matter, together with further particulars of interest to readers throughout the Dominion.: [700, 569, 828, 719]
article-body: The quick report of the day as received by cable and telegraph from correspondents at home and abroad, setting out in detail the proceedings and the statements made by those concerned in the matter, together with further particulars of interest to readers throughout the Dominion. The quick report of the day as received by cable and telegraph from correspondents at home and abroad, setting out in detail the proceedings and the statements made by those concerned in the matter, together with further particulars of interest to readers throughout the Dominion. The quick report of the day as received by cable and telegraph from correspondents at home and abroad, setting out in detail the proceedings and the statements made by those concerned in the matter, together with further particulars of interest to readers throughout the Dominion.: [423, 1764, 551, 1877]
article-credit: By Telegraph—Special Correspondent.: [17, 99, 126, 106]
article-subheadline: RECOVERY NOT EXPECTED.: [573, 1097, 679, 1106]
article-body: The quick report of the day as received by cable and telegraph from correspondents at home and abroad, setting out in detail the proceedings and the statements made by those concerned in the matter, together with further particulars of interest to readers throughout the Dominion. The quick report of the day as received by cable and telegraph from correspondents at home and abroad, setting out in detail the proceedings and the statements made by those concerned in the matter, together with further particulars of interest to readers throughout the Dominion. The quick report of the day as received by cable and telegraph from correspondents at home and abroad, setting out in detail the proceedings and the statements made by those concerned in the matter, together with further particulars of interest to readers throughout the Dominion. The quick report of the day as received by cable and telegraph from correspondents at home and abroad, setting out in detail the proceedings and the statements made by those concerned in the matter, together with further particulars of interest to readers throughout the Dominion.: [700, 1302, 828, 1452]
headline-rule: [883, 364, 923, 365]
article-body: The quick report of the day as received by cable and telegraph from correspondents at home and abroad, setting out in detail the proceedings and the statements made by those concerned in the matter, together with further particulars of interest to readers throughout the Dominion. The quick report of the day as received by cable and telegraph from correspondents at home and abroad, setting out in detail the proceedings and the statements made by those concerned in the matter, together with further particulars of interest to readers throughout the Dominion. The quick report of the day as received by cable and telegraph from correspondents at home and abroad, setting out in detail the proceedings and the statements made by those concerned in the matter, together with further particulars of interest to readers throughout the Dominion.: [839, 461, 967, 573]
masthead-title: THE DOMINION, WEDNESDAY, MAY 26, 1920.: [323, 8, 791, 26]
article-body: The quick report of the day as received by cable and telegraph from correspondents at home and abroad, setting out in detail the proceedings and the statements made by those concerned in the matter, together with further particulars of interest to readers throughout the Dominion. The quick report of the day as received by cable and telegraph from correspondents at home and abroad, setting out in detail the proceedings and the statements made by those concerned in the matter, together with further particulars of interest to readers throughout the Dominion. The quick report of the day as received by cable and telegraph from correspondents at home and abroad, setting out in detail the proceedings and the statements made by those concerned in the matter, together with further particulars of interest to readers throughout the Dominion. The quick report of the day as received by cable and telegraph from correspondents at home and abroad, setting out in detail the proceedings and the statements made by those concerned in the matter, together with further particulars of interest to readers throughout the Dominion.: [146, 775, 274, 925]
article-headline: JAPANESE IN SIBERIA: [585, 550, 666, 575]
article-dateline: Paris, May 24.: [234, 108, 274, 115]
article-body: The quick report of the day as received by cable and telegraph from correspondents at home and abroad, setting out in detail the proceedings and the statements made by those concerned in the matter, together with further particulars of interest to readers throughout the Dominion. The quick report of the day as received by cable and telegraph from correspondents at home and abroad, setting out in detail the proceedings and the statements made by those concerned in the matter, together with further particulars of interest to readers throughout the Dominion.: [562, 339, 690, 414]
article-divider: [424, 531, 552, 533]
article-headline: HOUSES AT KAIWARRA: [867, 1257, 938, 1282]
article-headline: TENNIS: [601, 1998, 650, 2011]
article-body: The quick report of the day as received by cable and telegraph from correspondents at home and abroad, setting out in detail the proceedings and the statements made by those concerned in the matter, together with further particulars of interest to readers throughout the Dominion. The quick report of the day as received by cable and telegraph from correspondents at home and abroad, setting out in detail the proceedings and the statements made by those concerned in the matter, together with further particulars of interest to readers throughout the Dominion. The quick report of the day as received by cable and telegraph from correspondents at home and abroad, setting out in detail the proceedings and the statements made by those concerned in the matter, together with further particulars of interest to readers throughout the Dominion. The quick report of the day as received by cable and telegraph from correspondents at home and abroad, setting out in detail the proceedings and the statements made by those concerned in the matter, together with further particulars of interest to readers throughout the Dominion.: [146, 303, 274, 452]
article-body: The quick report of the day as received by cable and telegraph from correspondents at home and abroad, setting out in detail the proceedings and the statements made by those concerned in the matter, together with further particulars of interest to readers throughout the Dominion. The quick report of the day as received by cable and telegraph from correspondents at home and abroad, setting out in detail the proceedings and the statements made by those concerned in the matter, together with further particulars of interest to readers throughout the Dominion. The quick report of the day as received by cable and telegraph from correspondents at home and abroad, setting out in detail the proceedings and the statements made by those concerned in the matter, together with further particulars of interest to readers throughout the Dominion.: [700, 792, 828, 905]
article-body: The quick report of the day as received by cable and telegraph from correspondents at home and abroad, setting out in detail the proceedings and the statements made by those concerned in the matter, together with further particulars of interest to readers throughout the Dominion. The quick report of the day as received by cable and telegraph from correspondents at home and abroad, setting out in detail the proceedings and the statements made by those concerned in the matter, together with further particulars of interest to readers throughout the Dominion. The quick report of the day as received by cable and telegraph from correspondents at home and abroad, setting out in detail the proceedings and the statements made by those concerned in the matter, together with further particulars of interest to readers throughout the Dominion.: [562, 682, 690, 794]
article-body: The quick report of the day as received by cable and telegraph from correspondents at home and abroad, setting out in detail the proceedings and the statements made by those concerned in the matter, together with further particulars of interest to readers throughout the Dominion. The quick report of the day as received by cable and telegraph from correspondents at home and abroad, setting out in detail the proceedings and the statements made by those concerned in the matter, together with further particulars of interest to readers throughout the Dominion. The quick report of the day as received by cable and telegraph from correspondents at home and abroad, setting out in detail the proceedings and the statements made by those concerned in the matter, together with further particulars of interest to readers throughout the Dominion.: [146, 1870, 274, 1982]
article-body: The quick report of the day as received by cable and telegraph from correspondents at home and abroad, setting out in detail the proceedings and the statements made by those concerned in the matter, together with further particulars of interest to readers throughout the Dominion. The quick report of the day as received by cable and telegraph from correspondents at home and abroad, setting out in detail the proceedings and the statements made by those concerned in the matter, together with further particulars of interest to readers throughout the Dominion.: [700, 383, 828, 458]
headline-rule: [744, 81, 784, 82]
article: [424, 1300, 552, 1877]
article-divider: [147, 534, 275, 536]
article-body: The quick report of the day as received by cable and telegraph from correspondents at home and abroad, setting out in detail the proceedings and the statements made by those concerned in the matter, together with further particulars of interest to readers throughout the Dominion. The quick report of the day as received by cable and telegraph from correspondents at home and abroad, setting out in detail the proceedings and the statements made by those concerned in the matter, together with further particulars of interest to readers throughout the Dominion. The quick report of the day as received by cable and telegraph from correspondents at home and abroad, setting out in detail the proceedings and the statements made by those concerned in the matter, together with further particulars of interest to readers throughout the Dominion. The quick report of the day as received by cable and telegraph from correspondents at home and abroad, setting out in detail the proceedings and the statements made by those concerned in the matter, together with further particulars of interest to readers throughout the Dominion.: [8, 637, 136, 787]
article-body: The quick report of the day as received by cable and telegraph from correspondents at home and abroad, setting out in detail the proceedings and the statements made by those concerned in the matter, together with further particulars of interest to readers throughout the Dominion. The quick report of the day as received by cable and telegraph from correspondents at home and abroad, setting out in detail the proceedings and the statements made by those concerned in the matter, together with further particulars of interest to readers throughout the Dominion. The quick report of the day as received by cable and telegraph from correspondents at home and abroad, setting out in detail the proceedings and the statements made by those concerned in the matter, together with further particulars of interest to readers throughout the Dominion.: [423, 942, 551, 1054]
article: [285, 1537, 413, 1892]
headline-rule: [883, 349, 923, 350]
article-body: The quick report of the day as received by cable and telegraph from correspondents at home and abroad, setting out in detail the proceedings and the statements made by those concerned in the matter, together with further particulars of interest to readers throughout the Dominion. The quick report of the day as received by cable and telegraph from correspondents at home and abroad, setting out in detail the proceedings and the statements made by those concerned in the matter, together with further particulars of interest to readers throughout the Dominion. The quick report of the day as received by cable and telegraph from correspondents at home and abroad, setting out in detail the proceedings and the statements made by those concerned in the matter, together with further particulars of interest to readers throughout the Dominion.: [839, 1381, 967, 1493]
article-headline: GENERAL DE WET ILL: [570, 1066, 682, 1091]
article-body: The quick report of the day as received by cable and telegraph from correspondents at home and abroad, setting out in detail the proceedings and the statements made by those concerned in the matter, together with further particulars of interest to readers throughout the Dominion. The quick report of the day as received by cable and telegraph from correspondents at home and abroad, setting out in detail the proceedings and the statements made by those concerned in the matter, together with further particulars of interest to readers throughout the Dominion.: [839, 721, 967, 797]
headline-rule: [52, 85, 92, 86]
headline-rule: [606, 57, 646, 58]
article-body: The quick report of the day as received by cable and telegraph from correspondents at home and abroad, setting out in detail the proceedings and the statements made by those concerned in the matter, together with further particulars of interest to readers throughout the Dominion. The quick report of the day as received by cable and telegraph from correspondents at home and abroad, setting out in detail the proceedings and the statements made by those concerned in the matter, together with further particulars of interest to readers throughout the Dominion. The quick report of the day as received by cable and telegraph from correspondents at home and abroad, setting out in detail the proceedings and the statements made by those concerned in the matter, together with further particulars of interest to readers throughout the Dominion.: [700, 2075, 828, 2187]
article-headline: MELBOURNE IN A SUMMER OF ANTICIPATION: [431, 806, 543, 843]
headline-rule: [467, 846, 507, 847]
article-subheadline: REMITS FOR THE CONFERENCE.: [979, 1190, 1105, 1199]
article-body: The quick report of the day as received by cable and telegraph from correspondents at home and abroad, setting out in detail the proceedings and the statements made by those concerned in the matter, together with further particulars of interest to readers throughout the Dominion. The quick report of the day as received by cable and telegraph from correspondents at home and abroad, setting out in detail the proceedings and the statements made by those concerned in the matter, together with further particulars of interest to readers throughout the Dominion. The quick report of the day as received by cable and telegraph from correspondents at home and abroad, setting out in detail the proceedings and the statements made by those concerned in the matter, together with further particulars of interest to readers throughout the Dominion. The quick report of the day as received by cable and telegraph from correspondents at home and abroad, setting out in detail the proceedings and the statements made by those concerned in the matter, together with further particulars of interest to readers throughout the Dominion.: [285, 1380, 413, 1529]
article-body: The quick report of the day as received by cable and telegraph from correspondents at home and abroad, setting out in detail the proceedings and the statements made by those concerned in the matter, together with further particulars of interest to readers throughout the Dominion. The quick report of the day as received by cable and telegraph from correspondents at home and abroad, setting out in detail the proceedings and the statements made by those concerned in the matter, together with further particulars of interest to readers throughout the Dominion. The quick report of the day as received by cable and telegraph from correspondents at home and abroad, setting out in detail the proceedings and the statements made by those concerned in the matter, together with further particulars of interest to readers throughout the Dominion.: [285, 194, 413, 307]
article-body: The quick report of the day as received by cable and telegraph from correspondents at home and abroad, setting out in detail the proceedings and the statements made by those concerned in the matter, together with further particulars of interest to readers throughout the Dominion. The quick report of the day as received by cable and telegraph from correspondents at home and abroad, setting out in detail the proceedings and the statements made by those concerned in the matter, together with further particulars of interest to readers throughout the Dominion.: [285, 1557, 413, 1632]
article-body: The quick report of the day as received by cable and telegraph from correspondents at home and abroad, setting out in detail the proceedings and the statements made by those concerned in the matter, together with further particulars of interest to readers throughout the Dominion. The quick report of the day as received by cable and telegraph from correspondents at home and abroad, setting out in detail the proceedings and the statements made by those concerned in the matter, together with further particulars of interest to readers throughout the Dominion. The quick report of the day as received by cable and telegraph from correspondents at home and abroad, setting out in detail the proceedings and the statements made by those concerned in the matter, together with further particulars of interest to readers throughout the Dominion. The quick report of the day as received by cable and telegraph from correspondents at home and abroad, setting out in detail the proceedings and the statements made by those concerned in the matter, together with further particulars of interest to readers throughout the Dominion.: [8, 1446, 136, 1595]
article-subheadline: ONE-DAY SOVIET GOVERNMENT: [287, 76, 411, 85]
article-body: The quick report of the day as received by cable and telegraph from correspondents at home and abroad, setting out in detail the proceedings and the statements made by those concerned in the matter, together with further particulars of interest to readers throughout the Dominion. The quick report of the day as received by cable and telegraph from correspondents at home and abroad, setting out in detail the proceedings and the statements made by those concerned in the matter, together with further particulars of interest to readers throughout the Dominion.: [562, 607, 690, 683]
article-body: The quick report of the day as received by cable and telegraph from correspondents at home and abroad, setting out in detail the proceedings and the statements made by those concerned in the matter, together with further particulars of interest to readers throughout the Dominion. The quick report of the day as received by cable and telegraph from correspondents at home and abroad, setting out in detail the proceedings and the statements made by those concerned in the matter, together with further particulars of interest to readers throughout the Dominion. The quick report of the day as received by cable and telegraph from correspondents at home and abroad, setting out in detail the proceedings and the statements made by those concerned in the matter, together with further particulars of interest to readers throughout the Dominion.: [8, 861, 136, 973]
article-subheadline: ARRIVAL ON SCHEDULE TIME ASSURED: [430, 579, 545, 596]
article-dateline: Sydney, May 25.: [505, 598, 551, 605]
article-dateline: Dunedin, May 25.: [1056, 1450, 1106, 1457]
article-divider: [562, 1060, 690, 1062]
article-divider: [562, 1728, 690, 1730]
headline-rule: [467, 1083, 507, 1084]
article: [562, 2118, 690, 2221]
article-dateline: London, May 24.: [781, 113, 828, 120]
article-divider: [285, 1900, 413, 1902]
article-credit: By Telegraph—Press Association—Copyright: [979, 57, 1105, 64]
article: [839, 328, 967, 1243]
article-body: The quick report of the day as received by cable and telegraph from correspondents at home and abroad, setting out in detail the proceedings and the statements made by those concerned in the matter, together with further particulars of interest to readers throughout the Dominion. The quick report of the day as received by cable and telegraph from correspondents at home and abroad, setting out in detail the proceedings and the statements made by those concerned in the matter, together with further particulars of interest to readers throughout the Dominion.: [146, 589, 274, 665]
article: [285, 463, 413, 713]
article-subheadline: CONGRESS NOT EXPECTED TO GRANT AUTHORITY: [844, 96, 962, 114]
article-headline: PERSIAN MISSION TO MOSCOW: [568, 427, 683, 452]
article-body: The quick report of the day as received by cable and telegraph from correspondents at home and abroad, setting out in detail the proceedings and the statements made by those concerned in the matter, together with further particulars of interest to readers throughout the Dominion. The quick report of the day as received by cable and telegraph from correspondents at home and abroad, setting out in detail the proceedings and the statements made by those concerned in the matter, together with further particulars of interest to readers throughout the Dominion. The quick report of the day as received by cable and telegraph from correspondents at home and abroad, setting out in detail the proceedings and the statements made by those concerned in the matter, together with further particulars of interest to readers throughout the Dominion.: [285, 2006, 413, 2119]
article-subheadline: THE ONE BIG UNION AND AUSTRALIAN WORKERS: [299, 500, 399, 517]
article-divider: [562, 2118, 690, 2120]
article: [8, 1938, 136, 2317]
article-body: The quick report of the day as received by cable and telegraph from correspondents at home and abroad, setting out in detail the proceedings and the statements made by those concerned in the matter, together with further particulars of interest to readers throughout the Dominion. The quick report of the day as received by cable and telegraph from correspondents at home and abroad, setting out in detail the proceedings and the statements made by those concerned in the matter, together with further particulars of interest to readers throughout the Dominion.: [562, 2146, 690, 2221]
article-subheadline: TRAINING OF OFFICERS AND N.C.O.'S: [708, 340, 820, 358]
article-body: The quick report of the day as received by cable and telegraph from correspondents at home and abroad, setting out in detail the proceedings and the statements made by those concerned in the matter, together with further particulars of interest to readers throughout the Dominion. The quick report of the day as received by cable and telegraph from correspondents at home and abroad, setting out in detail the proceedings and the statements made by those concerned in the matter, together with further particulars of interest to readers throughout the Dominion. The quick report of the day as received by cable and telegraph from correspondents at home and abroad, setting out in detail the proceedings and the statements made by those concerned in the matter, together with further particulars of interest to readers throughout the Dominion.: [8, 2056, 136, 2168]
article-headline: LABOUR TROUBLES: [287, 42, 410, 54]
article-body: The quick report of the day as received by cable and telegraph from correspondents at home and abroad, setting out in detail the proceedings and the statements made by those concerned in the matter, together with further particulars of interest to readers throughout the Dominion. The quick report of the day as received by cable and telegraph from correspondents at home and abroad, setting out in detail the proceedings and the statements made by those concerned in the matter, together with further particulars of interest to readers throughout the Dominion.: [8, 1595, 136, 1670]
headline-rule: [190, 85, 230, 86]
headline-rule: [467, 72, 507, 73]
article-headline: LEAGUE FOOTBALL: [12, 1944, 132, 1957]
headline-rule: [883, 69, 923, 70]
article-dateline: Sydney, May 25.: [366, 519, 413, 526]
article-headline: THE TERRITORIALS: [703, 321, 825, 334]
article-dateline: London, May 24.: [642, 331, 690, 338]
article-body: The quick report of the day as received by cable and telegraph from correspondents at home and abroad, setting out in detail the proceedings and the statements made by those concerned in the matter, together with further particulars of interest to readers throughout the Dominion. The quick report of the day as received by cable and telegraph from correspondents at home and abroad, setting out in detail the proceedings and the statements made by those concerned in the matter, together with further particulars of interest to readers throughout the Dominion. The quick report of the day as received by cable and telegraph from correspondents at home and abroad, setting out in detail the proceedings and the statements made by those concerned in the matter, together with further particulars of interest to readers throughout the Dominion.: [8, 526, 136, 638]
headline-rule: [467, 57, 507, 58]
article: [978, 42, 1107, 1145]
column-6: [696, 38, 835, 2336]
headline-rule: [190, 1781, 230, 1782]
article-body: The quick report of the day as received by cable and telegraph from correspondents at home and abroad, setting out in detail the proceedings and the statements made by those concerned in the matter, together with further particulars of interest to readers throughout the Dominion. The quick report of the day as received by cable and telegraph from correspondents at home and abroad, setting out in detail the proceedings and the statements made by those concerned in the matter, together with further particulars of interest to readers throughout the Dominion.: [562, 1115, 690, 1190]
article-credit: By Telegraph—Press Association—Copyright: [563, 87, 689, 94]
article-body: The quick report of the day as received by cable and telegraph from correspondents at home and abroad, setting out in detail the proceedings and the statements made by those concerned in the matter, together with further particulars of interest to readers throughout the Dominion. The quick report of the day as received by cable and telegraph from correspondents at home and abroad, setting out in detail the proceedings and the statements made by those concerned in the matter, together with further particulars of interest to readers throughout the Dominion.: [285, 1091, 413, 1166]
article: [701, 1061, 829, 1638]
article-body: The quick report of the day as received by cable and telegraph from correspondents at home and abroad, setting out in detail the proceedings and the statements made by those concerned in the matter, together with further particulars of interest to readers throughout the Dominion. The quick report of the day as received by cable and telegraph from correspondents at home and abroad, setting out in detail the proceedings and the statements made by those concerned in the matter, together with further particulars of interest to readers throughout the Dominion.: [562, 1399, 690, 1475]
article-body: The quick report of the day as received by cable and telegraph from correspondents at home and abroad, setting out in detail the proceedings and the statements made by those concerned in the matter, together with further particulars of interest to readers throughout the Dominion. The quick report of the day as received by cable and telegraph from correspondents at home and abroad, setting out in detail the proceedings and the statements made by those concerned in the matter, together with further particulars of interest to readers throughout the Dominion. The quick report of the day as received by cable and telegraph from correspondents at home and abroad, setting out in detail the proceedings and the statements made by those concerned in the matter, together with further particulars of interest to readers throughout the Dominion.: [977, 1283, 1106, 1395]
article-subheadline: WAR-TIME DEVELOPMENT: [852, 352, 953, 361]
article-body: The quick report of the day as received by cable and telegraph from correspondents at home and abroad, setting out in detail the proceedings and the statements made by those concerned in the matter, together with further particulars of interest to readers throughout the Dominion. The quick report of the day as received by cable and telegraph from correspondents at home and abroad, setting out in detail the proceedings and the statements made by those concerned in the matter, together with further particulars of interest to readers throughout the Dominion.: [562, 2035, 690, 2111]
column-4: [419, 38, 558, 1877]
headline-rule: [606, 1503, 646, 1504]
article-divider: [562, 1336, 690, 1338]
article-subheadline: NEW DEPORTATION: [311, 91, 387, 100]
article-body: The quick report of the day as received by cable and telegraph from correspondents at home and abroad, setting out in detail the proceedings and the statements made by those concerned in the matter, together with further particulars of interest to readers throughout the Dominion. The quick report of the day as received by cable and telegraph from correspondents at home and abroad, setting out in detail the proceedings and the statements made by those concerned in the matter, together with further particulars of interest to readers throughout the Dominion.: [285, 756, 413, 831]
article-body: The quick report of the day as received by cable and telegraph from correspondents at home and abroad, setting out in detail the proceedings and the statements made by those concerned in the matter, together with further particulars of interest to readers throughout the Dominion. The quick report of the day as received by cable and telegraph from correspondents at home and abroad, setting out in detail the proceedings and the statements made by those concerned in the matter, together with further particulars of interest to readers throughout the Dominion. The quick report of the day as received by cable and telegraph from correspondents at home and abroad, setting out in detail the proceedings and the statements made by those concerned in the matter, together with further particulars of interest to readers throughout the Dominion.: [423, 1179, 551, 1292]
article: [285, 42, 413, 455]
article: [839, 1251, 967, 1828]
